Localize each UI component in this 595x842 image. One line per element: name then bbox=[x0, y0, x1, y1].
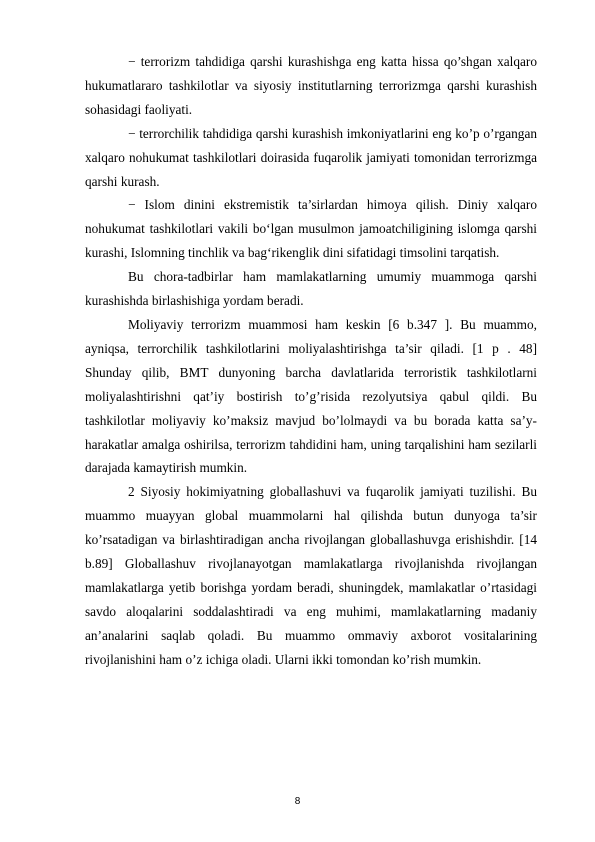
paragraph-1: − terrorizm tahdidiga qarshi kurashishga eng katta hissa qo’shgan xalqaro hukumatlararo tashkilotlar va siyosiy institutlarning terrorizmga qarshi kurashish sohasidagi faoliyati. bbox=[85, 54, 537, 117]
paragraph-6: 2 Siyosiy hokimiyatning globallashuvi va fuqarolik jamiyati tuzilishi. Bu muammo muayyan global muammolarni hal qilishda butun dunyoga ta’sir ko’rsatadigan va birlashtiradigan ancha rivojlangan globallashuvga erishishdir. [14 b.89] Globallashuv rivojlanayotgan mamlakatlarga rivojlanishda rivojlangan mamlakatlarga yetib borishga yordam beradi, shuningdek, mamlakatlar o’rtasidagi savdo aloqalarini soddalashtiradi va eng muhimi, mamlakatlarning madaniy an’analarini saqlab qoladi. Bu muammo ommaviy axborot vositalarining rivojlanishini ham o’z ichiga oladi. Ularni ikki tomondan ko’rish mumkin. bbox=[85, 484, 537, 667]
document-body bbox=[85, 50, 537, 672]
paragraph-2: − terrorchilik tahdidiga qarshi kurashish imkoniyatlarini eng ko’p o’rgangan xalqaro nohukumat tashkilotlari doirasida fuqarolik jamiyati tomonidan terrorizmga qarshi kurash. bbox=[85, 125, 537, 189]
paragraph-5: Moliyaviy terrorizm muammosi ham keskin [6 b.347 ]. Bu muammo, ayniqsa, terrorchilik tashkilotlarini moliyalashtirishga ta’sir qiladi. [1 p . 48] Shunday qilib, BMT dunyoning barcha davlatlarida terroristik tashkilotlarni moliyalashtirishni qat’iy bostirish to’g’risida rezolyutsiya qabul qildi. Bu tashkilotlar moliyaviy ko’maksiz mavjud bo’lolmaydi va bu borada katta sa’y-harakatlar amalga oshirilsa, terrorizm tahdidini ham, uning tarqalishini ham sezilarli darajada kamaytirish mumkin. bbox=[85, 316, 537, 476]
page-number: 8 bbox=[294, 796, 301, 807]
paragraph-4: Bu chora-tadbirlar ham mamlakatlarning umumiy muammoga qarshi kurashishda birlashishiga yordam beradi. bbox=[85, 269, 537, 309]
paragraph-3: − Islom dinini ekstremistik ta’sirlardan himoya qilish. Diniy xalqaro nohukumat tashkilotlari vakili bo‘lgan musulmon jamoatchiligining islomga qarshi kurashi, Islomning tinchlik va bag‘rikenglik dini sifatidagi timsolini tarqatish. bbox=[85, 197, 537, 261]
